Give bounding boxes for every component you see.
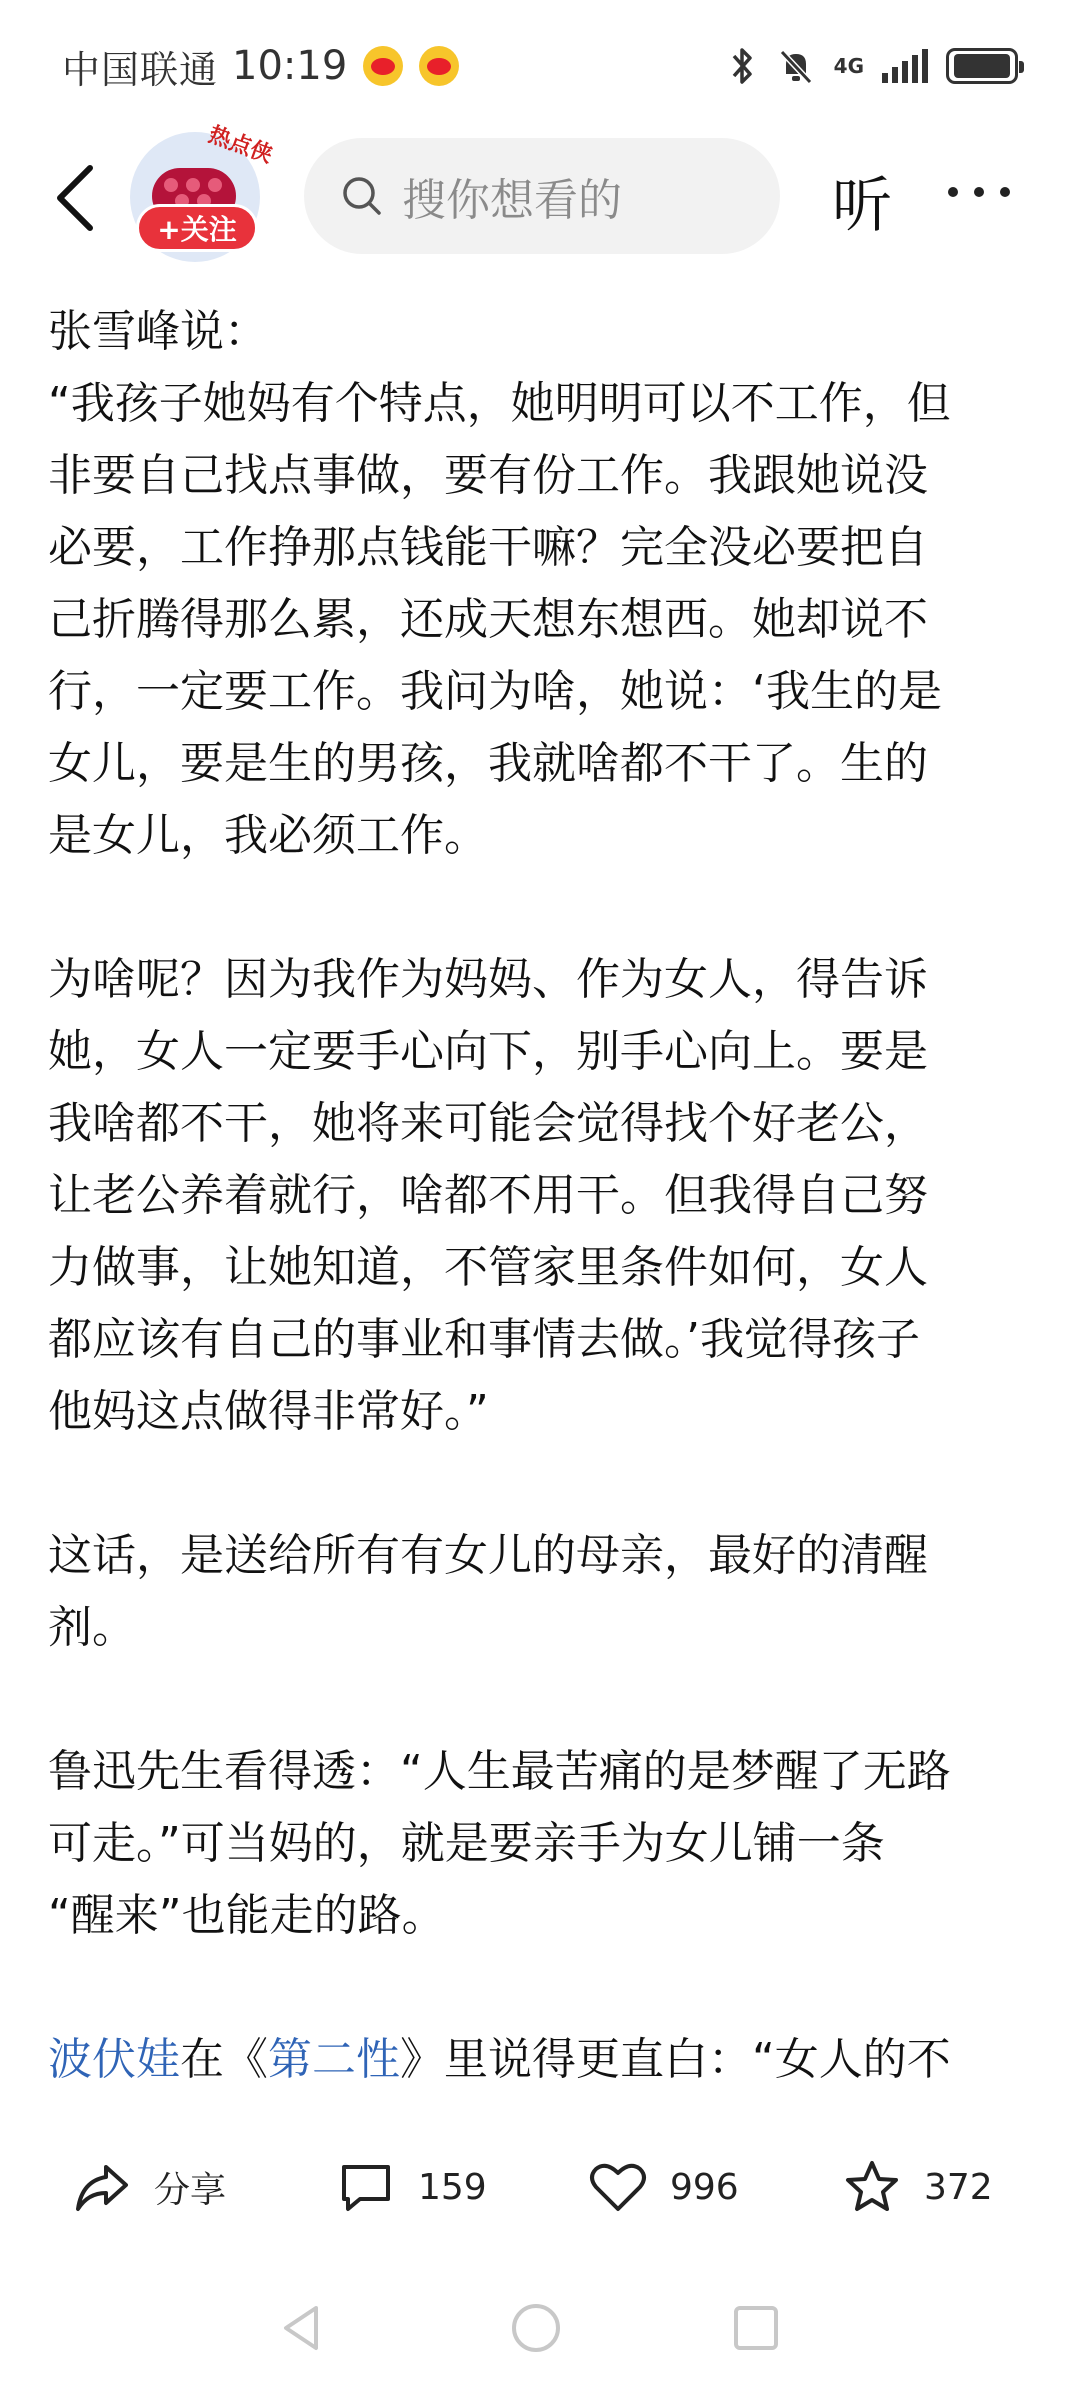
article-line: 是女儿，我必须工作。 [48,810,488,861]
more-dot-icon [974,187,984,197]
carrier-label: 中国联通 [62,47,219,92]
listen-button[interactable]: 听 [832,171,892,241]
article-line: 己折腾得那么累，还成天想东想西。她却说不 [48,594,928,645]
heart-icon [588,2157,648,2217]
like-count: 996 [670,2166,739,2208]
nav-back-icon[interactable] [272,2298,332,2358]
search-input[interactable] [304,138,780,254]
article-line: 鲁迅先生看得透：“人生最苦痛的是梦醒了无路 [48,1746,951,1797]
article-line: 可走。”可当妈的，就是要亲手为女儿铺一条 [48,1818,885,1869]
favorite-count: 372 [924,2166,993,2208]
paragraph-gap [48,872,1038,944]
article-header [0,122,1080,262]
comment-icon [336,2157,396,2217]
article-line: “我孩子她妈有个特点，她明明可以不工作，但 [48,378,951,429]
favorite-button[interactable] [842,2157,993,2217]
article-line: 为啥呢？因为我作为妈妈、作为女人，得告诉 [48,954,928,1005]
article-line: 非要自己找点事做，要有份工作。我跟她说没 [48,450,928,501]
article-line: 她，女人一定要手心向下，别手心向上。要是 [48,1026,928,1077]
comment-button[interactable] [336,2157,487,2217]
status-bar [0,0,1080,132]
more-dot-icon [1000,187,1010,197]
star-icon [842,2157,902,2217]
article-line: 他妈这点做得非常好。” [48,1386,489,1437]
more-dot-icon [948,187,958,197]
article-line: 剂。 [48,1602,136,1653]
paragraph-gap [48,1952,1038,2024]
article-text: 》里说得更直白：“女人的不 [400,2034,951,2085]
comment-count: 159 [418,2166,487,2208]
share-button[interactable] [72,2157,226,2217]
signal-strength-icon [882,49,928,83]
share-icon [72,2157,132,2217]
mute-bell-icon [776,46,816,86]
back-button[interactable] [48,160,108,236]
battery-level [954,54,1010,78]
article-text: 在《 [180,2034,268,2085]
article-line: 这话，是送给所有有女儿的母亲，最好的清醒 [48,1530,928,1581]
like-button[interactable] [588,2157,739,2217]
bluetooth-icon [728,46,758,86]
follow-button[interactable]: +关注 [136,204,258,252]
network-type-label: 4G [833,54,864,78]
article-line-with-links [48,2024,1038,2096]
article-line: 我啥都不干，她将来可能会觉得找个好老公， [48,1098,928,1149]
nav-home-icon[interactable] [506,2298,566,2358]
article-body [48,296,1038,2096]
article-line: “醒来”也能走的路。 [48,1890,446,1941]
article-line: 都应该有自己的事业和事情去做。’我觉得孩子 [48,1314,920,1365]
system-nav-bar [0,2278,1080,2388]
share-label: 分享 [154,2169,227,2211]
action-bar [0,2132,1080,2242]
weibo-notification-icon [363,46,403,86]
article-line: 让老公养着就行，啥都不用干。但我得自己努 [48,1170,928,1221]
paragraph-gap [48,1664,1038,1736]
nav-recents-icon[interactable] [726,2298,786,2358]
link-second-sex[interactable]: 第二性 [268,2034,400,2085]
more-options-button[interactable] [948,172,1028,212]
article-line: 女儿，要是生的男孩，我就啥都不干了。生的 [48,738,928,789]
article-line: 必要，工作挣那点钱能干嘛？完全没必要把自 [48,522,928,573]
search-icon [340,174,384,218]
article-line: 力做事，让她知道，不管家里条件如何，女人 [48,1242,928,1293]
search-placeholder: 搜你想看的 [402,175,622,226]
paragraph-gap [48,1448,1038,1520]
article-line: 行，一定要工作。我问为啥，她说：‘我生的是 [48,666,942,717]
avatar-tag: 热点侠 [205,122,276,169]
article-line: 张雪峰说： [48,306,268,357]
link-beauvoir[interactable]: 波伏娃 [48,2034,180,2085]
weibo-notification-icon [419,46,459,86]
clock: 10:19 [232,43,348,89]
battery-icon [946,48,1018,84]
status-icons [728,46,1018,86]
